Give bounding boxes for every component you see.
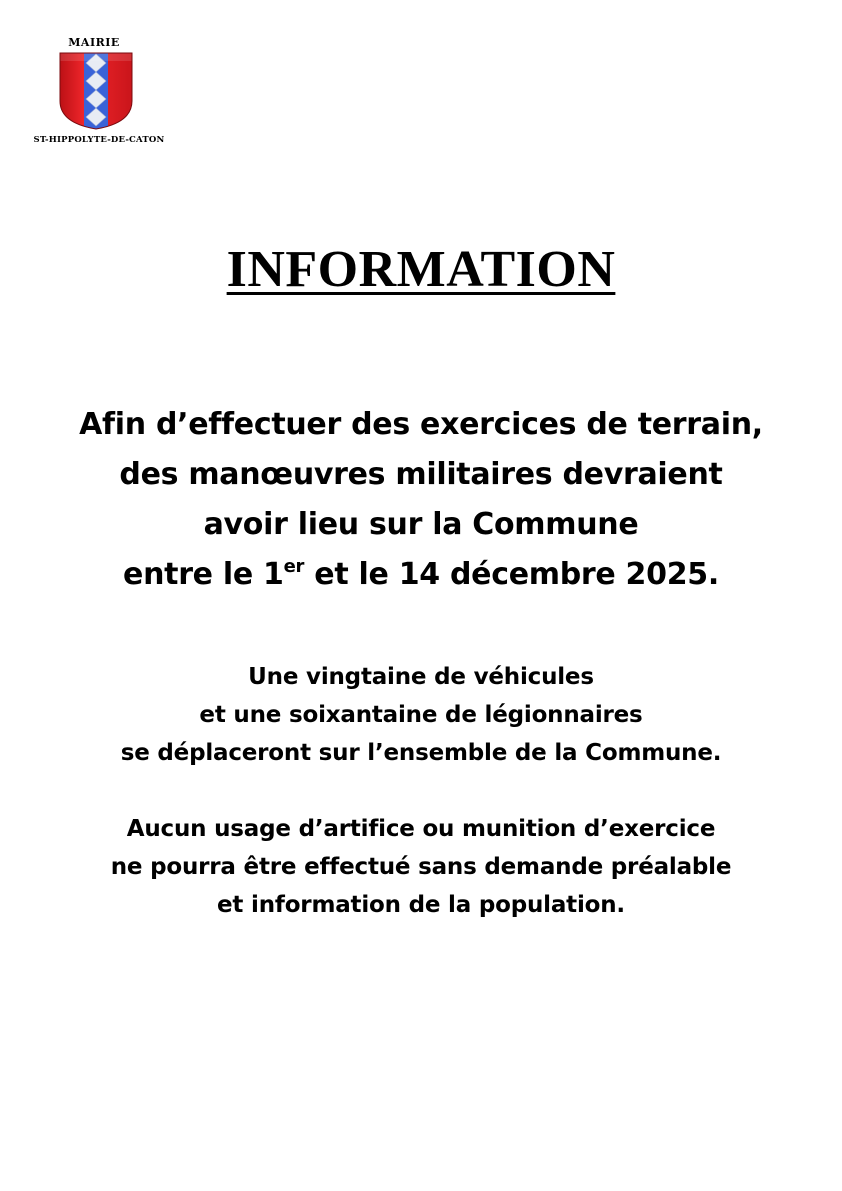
mairie-label: MAIRIE — [68, 36, 120, 49]
vehicles-paragraph — [0, 658, 842, 772]
vehicles-line-1: Une vingtaine de véhicules — [248, 664, 594, 690]
vehicles-line-3: se déplaceront sur l’ensemble de la Commune. — [120, 740, 722, 766]
vehicles-line-2: et une soixantaine de légionnaires — [199, 702, 643, 728]
main-notice-line-1: Afin d’effectuer des exercices de terrain, — [79, 407, 763, 442]
munitions-line-3: et information de la population. — [217, 892, 625, 918]
page-title — [0, 240, 842, 299]
coat-of-arms-shield-icon — [58, 51, 134, 131]
title-text: INFORMATION — [226, 241, 616, 298]
date-end-text: et le 14 décembre 2025. — [304, 557, 719, 592]
main-notice-line-4 — [0, 550, 842, 600]
main-notice-line-2: des manœuvres militaires devraient — [119, 457, 723, 492]
munitions-line-2: ne pourra être effectué sans demande préalable — [110, 854, 732, 880]
date-start-text: entre le 1 — [123, 557, 284, 592]
munitions-paragraph — [0, 810, 842, 924]
main-notice-line-3: avoir lieu sur la Commune — [203, 507, 639, 542]
main-notice — [0, 400, 842, 600]
town-name-label: ST-HIPPOLYTE-DE-CATON — [33, 135, 165, 145]
ordinal-superscript: er — [283, 556, 305, 577]
letterhead — [30, 36, 170, 145]
munitions-line-1: Aucun usage d’artifice ou munition d’exercice — [126, 816, 716, 842]
